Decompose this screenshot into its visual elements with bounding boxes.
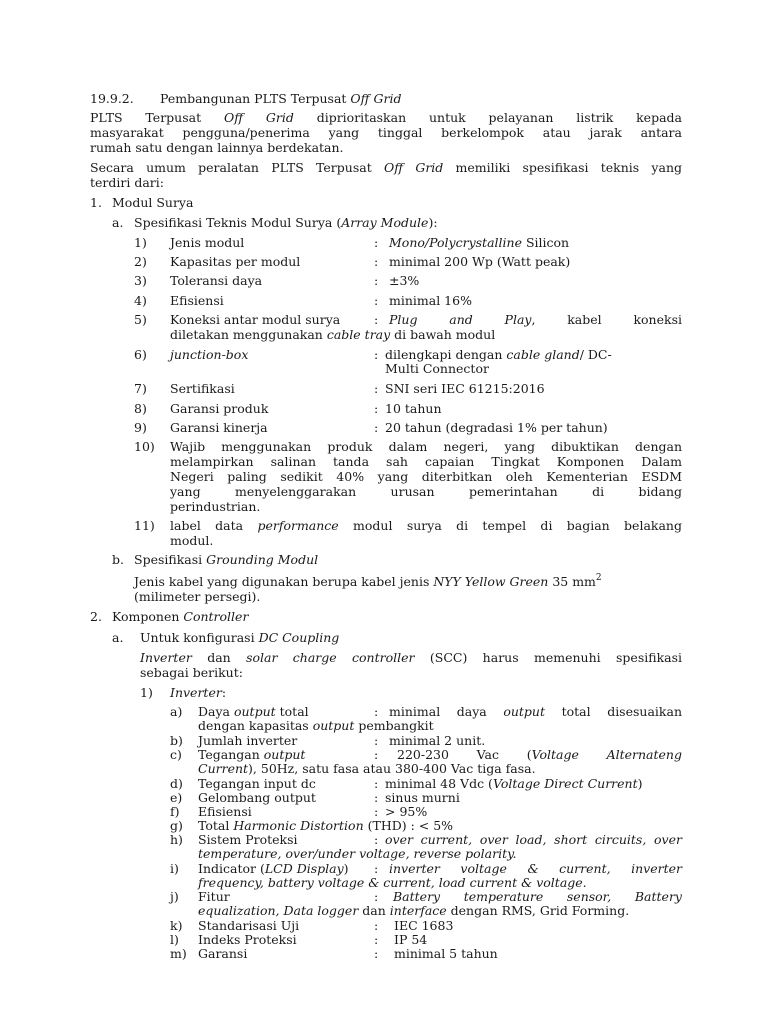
spec-colon: : [374, 832, 379, 847]
spec-value: 220-230 Vac (Voltage Alternateng [397, 747, 682, 762]
spec-value: minimal 2 unit. [389, 733, 486, 748]
spec-label: Sistem Proteksi [198, 832, 298, 847]
spec-colon: : [374, 312, 379, 327]
list-number: 2. [90, 609, 102, 624]
spec-colon: : [374, 273, 379, 288]
spec-value: 10 tahun [385, 401, 442, 416]
spec-value-cont: Multi Connector [385, 361, 489, 376]
spec-colon: : [374, 804, 379, 819]
spec-number: 2) [134, 254, 147, 269]
intro-line: PLTS Terpusat Off Grid diprioritaskan untuk pelayanan listrik kepada [90, 110, 682, 125]
general-line: terdiri dari: [90, 175, 164, 190]
intro-line: rumah satu dengan lainnya berdekatan. [90, 140, 344, 155]
spec-letter: d) [170, 776, 183, 791]
spec-text: modul. [170, 533, 214, 548]
spec-colon: : [374, 861, 379, 876]
spec-letter: b) [170, 733, 183, 748]
spec-colon: : [374, 381, 379, 396]
spec-label: Tegangan input dc [198, 776, 316, 791]
spec-colon: : [374, 889, 379, 904]
spec-letter: e) [170, 790, 183, 805]
spec-label: Toleransi daya [170, 273, 263, 288]
cable-text: Jenis kabel yang digunakan berupa kabel jenis NYY Yellow Green 35 $mm^2$ [134, 573, 602, 589]
spec-number: 9) [134, 420, 147, 435]
spec-colon: : [374, 932, 379, 947]
spec-value-cont: temperature, over/under voltage, reverse polarity. [198, 846, 517, 861]
spec-number: 3) [134, 273, 147, 288]
spec-text: Negeri paling sedikit 40% yang diterbitkan oleh Kementerian ESDM [170, 469, 682, 484]
list-letter: a. [112, 215, 124, 230]
spec-value-cont: diletakan menggunakan cable tray di bawah modul [170, 327, 496, 342]
spec-value: ±3% [389, 273, 420, 288]
general-line: Secara umum peralatan PLTS Terpusat Off Grid memiliki spesifikasi teknis yang [90, 160, 683, 175]
subsection-title: Spesifikasi Teknis Modul Surya (Array Module): [134, 215, 438, 230]
spec-number: 1) [134, 235, 147, 250]
spec-label: Garansi kinerja [170, 420, 268, 435]
spec-label: Garansi [198, 946, 248, 961]
spec-value: Plug and Play, kabel koneksi [389, 312, 682, 327]
subsection-title: Inverter: [170, 685, 227, 700]
spec-label: junction-box [170, 347, 249, 362]
spec-number: 7) [134, 381, 147, 396]
spec-text: label data performance modul surya di tempel di bagian belakang [170, 518, 682, 533]
spec-letter: g) [170, 818, 183, 833]
spec-label: Indicator (LCD Display) [198, 861, 349, 876]
spec-number: 4) [134, 293, 147, 308]
spec-label: Fitur [198, 889, 230, 904]
spec-value: IP 54 [394, 932, 428, 947]
spec-text: melampirkan salinan tanda sah capaian Tingkat Komponen Dalam [170, 454, 682, 469]
subsection-title: Spesifikasi Grounding Modul [134, 552, 319, 567]
spec-label: Efisiensi [170, 293, 224, 308]
list-letter: b. [112, 552, 124, 567]
spec-label: Jenis modul [170, 235, 245, 250]
spec-letter: l) [170, 932, 179, 947]
spec-letter: m) [170, 946, 187, 961]
spec-letter: h) [170, 832, 183, 847]
spec-colon: : [374, 776, 379, 791]
spec-number: 6) [134, 347, 147, 362]
spec-colon: : [374, 733, 379, 748]
section-title: Modul Surya [112, 195, 194, 210]
cable-text: (milimeter persegi). [134, 589, 261, 604]
spec-number: 1) [140, 685, 153, 700]
section-number: 19.9.2. [90, 91, 134, 106]
spec-value: Mono/Polycrystalline Silicon [389, 235, 570, 250]
spec-value-cont: equalization, Data logger dan interface dengan RMS, Grid Forming. [198, 903, 630, 918]
list-letter: a. [112, 630, 124, 645]
spec-value: minimal 48 Vdc (Voltage Direct Current) [385, 776, 643, 791]
spec-value: minimal 5 tahun [394, 946, 498, 961]
spec-colon: : [374, 790, 379, 805]
spec-letter: j) [170, 889, 179, 904]
section-title: Komponen Controller [112, 609, 249, 624]
section-heading: Pembangunan PLTS Terpusat Off Grid [160, 91, 402, 106]
spec-colon: : [374, 918, 379, 933]
spec-letter: i) [170, 861, 179, 876]
spec-letter: f) [170, 804, 180, 819]
spec-label: Indeks Proteksi [198, 932, 297, 947]
spec-value: IEC 1683 [394, 918, 454, 933]
spec-value: minimal daya output total disesuaikan [389, 704, 682, 719]
spec-value-cont: Current), 50Hz, satu fasa atau 380-400 Vac tiga fasa. [198, 761, 536, 776]
spec-letter: c) [170, 747, 182, 762]
spec-label: Koneksi antar modul surya [170, 312, 341, 327]
spec-label: Standarisasi Uji [198, 918, 300, 933]
spec-label: Garansi produk [170, 401, 269, 416]
spec-label: Kapasitas per modul [170, 254, 301, 269]
controller-desc: sebagai berikut: [140, 665, 243, 680]
spec-text: perindustrian. [170, 499, 261, 514]
subsection-title: Untuk konfigurasi DC Coupling [140, 630, 340, 645]
spec-value-cont: dengan kapasitas output pembangkit [198, 718, 434, 733]
spec-colon: : [374, 293, 379, 308]
spec-value: inverter voltage & current, inverter [389, 861, 682, 876]
spec-value: 20 tahun (degradasi 1% per tahun) [385, 420, 608, 435]
spec-colon: : [374, 420, 379, 435]
spec-number: 5) [134, 312, 147, 327]
controller-desc: Inverter dan solar charge controller (SCC) harus memenuhi spesifikasi [140, 650, 683, 665]
list-number: 1. [90, 195, 102, 210]
spec-colon: : [374, 254, 379, 269]
spec-number: 10) [134, 439, 155, 454]
spec-value: > 95% [385, 804, 428, 819]
spec-value: minimal 200 Wp (Watt peak) [389, 254, 571, 269]
intro-line: masyarakat pengguna/penerima yang tinggal berkelompok atau jarak antara [90, 125, 682, 140]
spec-letter: a) [170, 704, 183, 719]
spec-colon: : [374, 235, 379, 250]
spec-number: 11) [134, 518, 155, 533]
spec-label: Jumlah inverter [198, 733, 298, 748]
spec-text: yang menyelenggarakan urusan pemerintahan di bidang [170, 484, 682, 499]
spec-colon: : [374, 946, 379, 961]
spec-colon: : [374, 747, 379, 762]
spec-colon: : [374, 704, 379, 719]
spec-label: Gelombang output [198, 790, 316, 805]
spec-value: dilengkapi dengan cable gland/ DC- [385, 347, 612, 362]
spec-number: 8) [134, 401, 147, 416]
spec-value: SNI seri IEC 61215:2016 [385, 381, 545, 396]
spec-label: Tegangan output [198, 747, 306, 762]
spec-label: Sertifikasi [170, 381, 235, 396]
spec-value: Battery temperature sensor, Battery [393, 889, 682, 904]
spec-colon: : [374, 347, 379, 362]
spec-colon: : [374, 401, 379, 416]
spec-value-cont: frequency, battery voltage & current, load current & voltage. [198, 875, 587, 890]
spec-letter: k) [170, 918, 183, 933]
spec-label: Daya output total [198, 704, 309, 719]
spec-value: minimal 16% [389, 293, 472, 308]
spec-value: sinus murni [385, 790, 460, 805]
spec-label: Efisiensi [198, 804, 252, 819]
spec-label: Total Harmonic Distortion (THD) : < 5% [198, 818, 454, 833]
spec-text: Wajib menggunakan produk dalam negeri, yang dibuktikan dengan [170, 439, 682, 454]
spec-value: over current, over load, short circuits, over [385, 832, 682, 847]
